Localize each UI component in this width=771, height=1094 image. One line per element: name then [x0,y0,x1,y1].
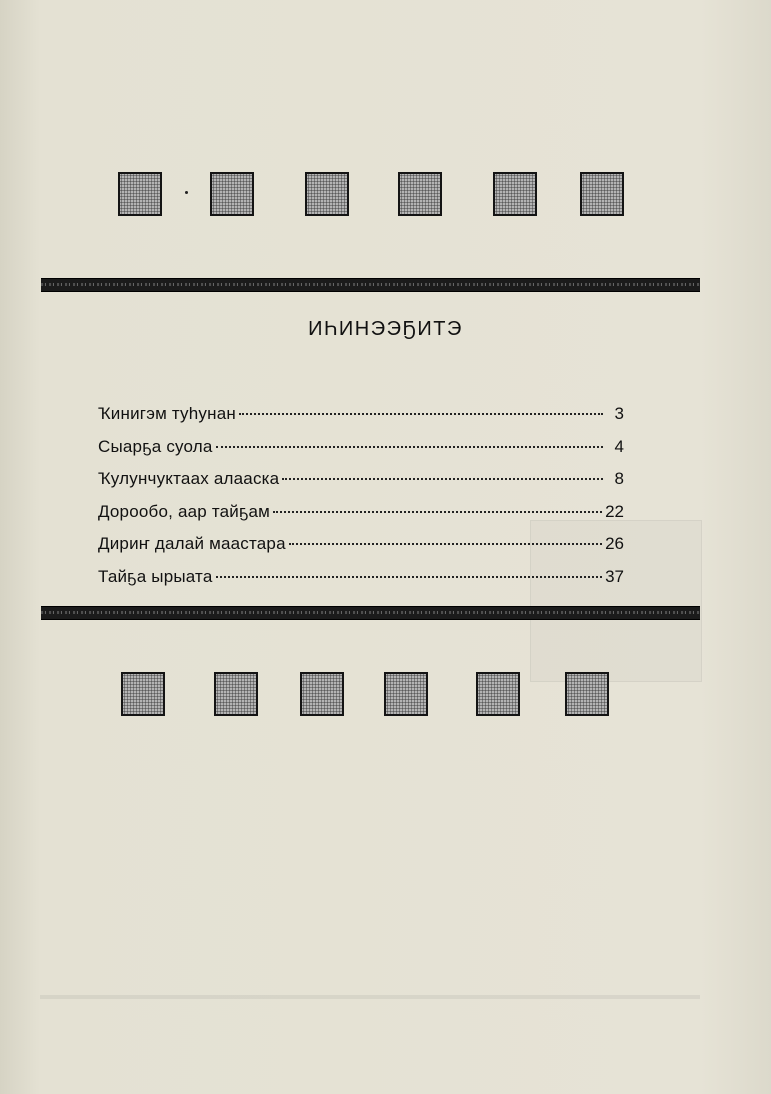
toc-entry [98,567,624,600]
toc-entry-title: Тайҕа ырыата [98,566,213,586]
dot-leader [239,413,603,415]
toc-entry-title: Сыарҕа суола [98,436,213,456]
toc-entry-page: 26 [605,534,624,554]
bottom-decorative-band [41,606,700,620]
toc-entry-page: 8 [614,469,624,489]
ornament-square [398,172,442,216]
ornament-square [214,672,258,716]
toc-entry-page: 37 [605,566,624,586]
toc-entry [98,469,624,502]
ornament-square [384,672,428,716]
toc-entry-title: Ҡинигэм туһунан [98,404,236,423]
dot-leader [216,446,603,448]
bleed-through-rule [40,995,700,999]
ornament-square [210,172,254,216]
toc-entry [98,437,624,470]
ornament-square [565,672,609,716]
table-of-contents [98,404,624,600]
ornament-square [476,672,520,716]
top-decorative-band [41,278,700,292]
toc-entry-title: Дорообо, аар тайҕам [98,501,271,521]
dot-leader [282,478,603,480]
dot-leader [289,543,602,545]
ink-speck [185,191,188,194]
toc-entry-page: 4 [614,436,624,456]
ornament-square [300,672,344,716]
toc-entry-page: 22 [605,501,624,521]
ornament-square [493,172,537,216]
page-title: ИҺИНЭЭҔИТЭ [308,318,463,340]
toc-entry-page: 3 [614,404,624,423]
dot-leader [273,511,602,513]
ornament-square [580,172,624,216]
toc-entry [98,404,624,437]
toc-entry [98,534,624,567]
ornament-square [121,672,165,716]
toc-entry [98,502,624,535]
ornament-square [118,172,162,216]
ornament-square [305,172,349,216]
toc-entry-title: Дириҥ далай маастара [98,534,286,554]
toc-entry-title: Ҡулунчуктаах алааска [98,469,280,489]
dot-leader [216,576,603,578]
